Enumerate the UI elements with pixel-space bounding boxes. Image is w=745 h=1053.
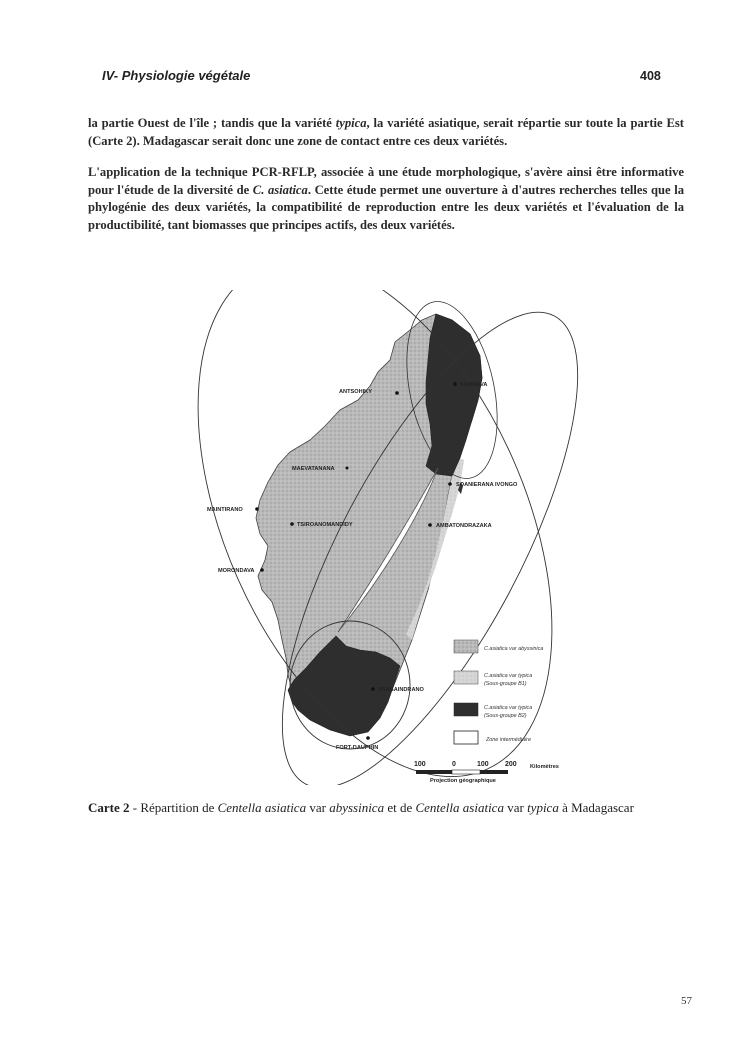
- place-marker: [453, 382, 457, 386]
- scale-tick-label: 200: [505, 761, 517, 768]
- place-label-maintirano: MAINTIRANO: [207, 507, 243, 513]
- place-label-vangaindrano: VANGAINDRANO: [378, 687, 424, 693]
- place-marker: [395, 391, 399, 395]
- species-name: C. asiatica: [252, 182, 308, 197]
- place-label-morondava: MORONDAVA: [218, 568, 255, 574]
- scale-segment: [452, 770, 480, 774]
- caption-label: Carte 2: [88, 800, 130, 815]
- caption-text: var: [306, 800, 330, 815]
- scale-segment: [416, 770, 452, 774]
- legend-swatch-abyssinica: [454, 640, 478, 653]
- scale-segment: [480, 770, 508, 774]
- scale-tick-label: 100: [477, 761, 489, 768]
- text-fragment: , la variété asiatique, serait répartie sur toute la partie Est (Carte 2). Madagascar serait donc une zone de contact entre ces deux variétés.: [88, 116, 684, 148]
- page-number: 57: [681, 995, 692, 1007]
- figure-caption: [88, 799, 684, 816]
- legend-label-typica-b2-sub: (Sous-groupe B2): [484, 713, 527, 719]
- text-fragment: la partie Ouest de l'île ; tandis que la variété: [88, 116, 336, 130]
- scale-bar: [414, 761, 559, 784]
- caption-genus: Centella asiatica: [415, 800, 504, 815]
- scale-tick-label: 0: [452, 761, 456, 768]
- italic-term: typica: [335, 116, 367, 130]
- legend-swatch-typica-b1: [454, 671, 478, 684]
- madagascar-distribution-map: [190, 290, 610, 785]
- caption-text: - Répartition de: [129, 800, 218, 815]
- legend-label-typica-b2: C.asiatica var typica: [484, 705, 533, 711]
- place-label-soanierana: SOANIERANA IVONGO: [456, 482, 518, 488]
- caption-genus: Centella asiatica: [217, 800, 307, 815]
- place-marker: [255, 507, 259, 511]
- place-marker: [346, 467, 349, 470]
- legend-swatch-typica-b2: [454, 703, 478, 716]
- place-marker: [371, 687, 375, 691]
- scale-projection: Projection géographique: [430, 778, 496, 784]
- place-marker: [260, 568, 264, 572]
- text-fragment: L'application de la technique PCR-RFLP, associée à une étude morphologique, s'avère ainsi être informative pour l'étude de la diversité de: [88, 165, 684, 197]
- caption-variety: abyssinica: [329, 800, 385, 815]
- place-label-tsiroanomandidy: TSIROANOMANDIDY: [297, 522, 353, 528]
- legend-label-abyssinica: C.asiatica var abyssinica: [484, 646, 544, 652]
- place-marker: [428, 523, 432, 527]
- place-label-ambatondrazaka: AMBATONDRAZAKA: [436, 523, 492, 529]
- section-title: IV- Physiologie végétale: [102, 68, 251, 83]
- place-marker: [290, 522, 294, 526]
- place-label-sambava: SAMBAVA: [460, 382, 488, 388]
- place-label-fort-dauphin: FORT-DAUPHIN: [336, 745, 379, 751]
- text-fragment: . Cette étude permet une ouverture à d'autres recherches telles que la phylogénie des deux variétés, la compatibilité de reproduction entre les deux variétés et l'évaluation de la productibilité, tant biomasses que principes actifs, des deux variétés.: [88, 182, 684, 232]
- place-label-maevatanana: MAEVATANANA: [292, 466, 335, 472]
- legend-label-intermediate: Zone intermédiaire: [486, 737, 531, 743]
- legend-label-typica-b1-sub: (Sous-groupe B1): [484, 681, 527, 687]
- typica-b2-north-zone: [426, 314, 482, 476]
- caption-text: à Madagascar: [558, 800, 634, 815]
- place-marker: [448, 482, 452, 486]
- caption-variety: typica: [527, 800, 559, 815]
- paragraph-distribution: [88, 115, 684, 150]
- caption-text: et de: [384, 800, 416, 815]
- place-label-antsohiky: ANTSOHIKY: [339, 389, 372, 395]
- caption-text: var: [503, 800, 528, 815]
- legend-label-typica-b1: C.asiatica var typica: [484, 673, 533, 679]
- legend-swatch-intermediate: [454, 731, 478, 744]
- page-reference: 408: [640, 69, 661, 83]
- place-marker: [366, 736, 370, 740]
- map-svg: [190, 290, 610, 785]
- scale-tick-label: 100: [414, 761, 426, 768]
- paragraph-pcr-rflp: [88, 164, 684, 234]
- scale-unit: Kilomètres: [530, 764, 559, 770]
